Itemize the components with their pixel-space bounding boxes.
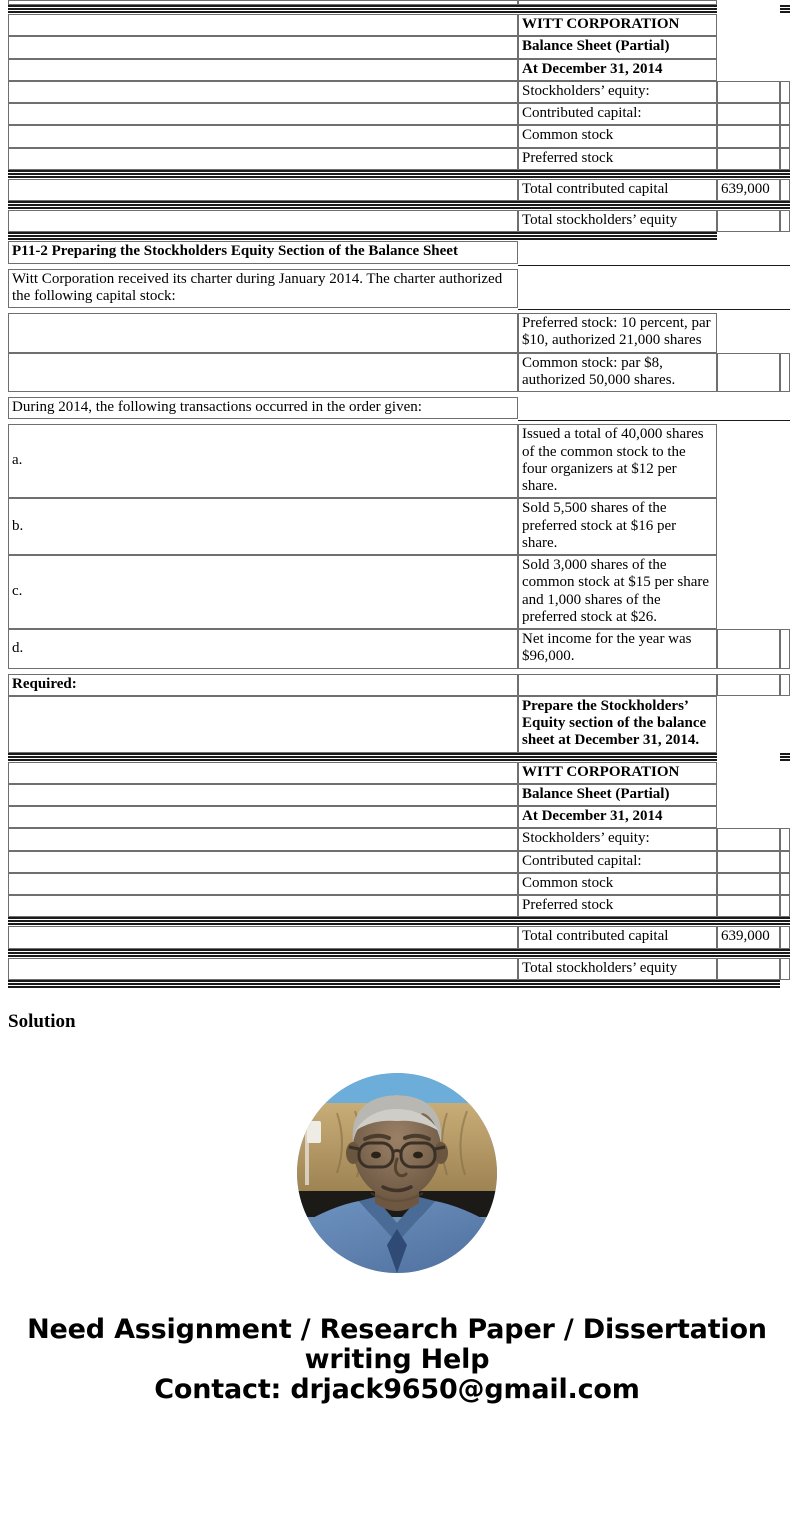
cell-blank xyxy=(8,59,518,81)
total-contributed-amount-2: 639,000 xyxy=(717,926,780,948)
total-equity-amount-2 xyxy=(717,958,780,980)
balance-sheet-date-2: At December 31, 2014 xyxy=(518,806,717,828)
transaction-text-a: Issued a total of 40,000 shares of the common stock to the four organizers at $12 per share. xyxy=(518,424,717,498)
separator-band xyxy=(717,201,780,210)
separator-band xyxy=(8,5,518,14)
cell-blank xyxy=(780,784,790,806)
table-row-total-contributed-2 xyxy=(8,926,790,948)
table-row-transaction-b xyxy=(8,498,790,555)
solution-heading: Solution xyxy=(8,1010,76,1032)
separator-band xyxy=(518,949,717,958)
table-row-required xyxy=(8,674,790,696)
total-contributed-label: Total contributed capital xyxy=(518,179,717,201)
line-label: Contributed capital: xyxy=(518,851,717,873)
cell-blank xyxy=(8,353,518,393)
transaction-text-b: Sold 5,500 shares of the preferred stock at $16 per share. xyxy=(518,498,717,555)
cell-blank xyxy=(717,696,780,753)
cell-blank xyxy=(780,179,790,201)
table-row xyxy=(8,851,790,873)
cell-blank xyxy=(8,806,518,828)
separator-band xyxy=(717,170,780,179)
separator-band xyxy=(780,201,790,210)
table-row-company-2 xyxy=(8,762,790,784)
cell-blank xyxy=(8,895,518,917)
balance-sheet-company-2: WITT CORPORATION xyxy=(518,762,717,784)
separator-band xyxy=(8,170,518,179)
cell-blank xyxy=(780,59,790,81)
cell-blank xyxy=(717,424,780,498)
line-amount xyxy=(717,828,780,850)
cell-blank xyxy=(780,762,790,784)
cell-blank xyxy=(780,81,790,103)
avatar-photo-icon xyxy=(297,1073,497,1273)
separator-band xyxy=(780,949,790,958)
cell-blank xyxy=(717,762,780,784)
cell-blank xyxy=(8,125,518,147)
cell-blank xyxy=(780,269,790,309)
table-row-problem-heading xyxy=(8,241,790,263)
separator-band xyxy=(518,980,717,989)
row-separator xyxy=(8,201,790,210)
cell-blank xyxy=(8,958,518,980)
transactions-lead: During 2014, the following transactions occurred in the order given: xyxy=(8,397,518,419)
balance-sheet-company: WITT CORPORATION xyxy=(518,14,717,36)
line-label: Preferred stock xyxy=(518,895,717,917)
table-row-title xyxy=(8,36,790,58)
cell-blank xyxy=(717,397,780,419)
promo-line-1: Need Assignment / Research Paper / Dissertation xyxy=(27,1313,767,1345)
cell-blank xyxy=(780,498,790,555)
table-row-transaction-c xyxy=(8,555,790,629)
cell-blank xyxy=(8,873,518,895)
cell-blank xyxy=(8,36,518,58)
separator-band xyxy=(8,917,518,926)
transaction-letter-d: d. xyxy=(8,629,518,669)
authorized-preferred-stock: Preferred stock: 10 percent, par $10, authorized 21,000 shares xyxy=(518,313,717,353)
cell-blank xyxy=(780,313,790,353)
cell-blank xyxy=(717,241,780,263)
line-amount xyxy=(717,81,780,103)
cell-blank xyxy=(780,148,790,170)
cell-blank xyxy=(780,895,790,917)
cell-blank xyxy=(717,806,780,828)
cell-blank xyxy=(780,629,790,669)
authorized-common-stock: Common stock: par $8, authorized 50,000 shares. xyxy=(518,353,717,393)
cell-blank xyxy=(8,313,518,353)
table-row-date xyxy=(8,59,790,81)
table-row xyxy=(8,125,790,147)
separator-band xyxy=(518,232,717,241)
table-row-transactions-lead xyxy=(8,397,790,419)
separator-band xyxy=(8,232,518,241)
cell-blank xyxy=(780,806,790,828)
separator-band xyxy=(8,753,518,762)
total-equity-label-2: Total stockholders’ equity xyxy=(518,958,717,980)
table-row-total-equity-2 xyxy=(8,958,790,980)
line-amount xyxy=(717,103,780,125)
table-row-transaction-d xyxy=(8,629,790,669)
cell-blank xyxy=(780,36,790,58)
cell-blank xyxy=(8,14,518,36)
cell-blank xyxy=(780,241,790,263)
table-row-title-2 xyxy=(8,784,790,806)
promo-block xyxy=(0,1315,794,1406)
separator-gap xyxy=(717,232,780,241)
line-amount xyxy=(717,148,780,170)
table-row xyxy=(8,895,790,917)
avatar xyxy=(297,1073,497,1273)
cell-blank xyxy=(8,148,518,170)
row-separator-bottom xyxy=(8,980,790,989)
cell-blank xyxy=(8,926,518,948)
line-label: Stockholders’ equity: xyxy=(518,828,717,850)
cell-blank xyxy=(717,555,780,629)
table-row-authorized-preferred xyxy=(8,313,790,353)
cell-blank xyxy=(8,828,518,850)
separator-band xyxy=(518,201,717,210)
required-text: Prepare the Stockholders’ Equity section of the balance sheet at December 31, 2014. xyxy=(518,696,717,753)
cell-blank xyxy=(717,36,780,58)
line-amount xyxy=(717,873,780,895)
cell-blank xyxy=(780,210,790,232)
cell-blank xyxy=(518,397,717,419)
line-label: Common stock xyxy=(518,125,717,147)
cell-blank xyxy=(717,14,780,36)
table-row-transaction-a xyxy=(8,424,790,498)
cell-blank xyxy=(8,179,518,201)
line-amount xyxy=(717,125,780,147)
line-label: Common stock xyxy=(518,873,717,895)
row-separator xyxy=(8,917,790,926)
total-equity-label: Total stockholders’ equity xyxy=(518,210,717,232)
table-row xyxy=(8,81,790,103)
transaction-letter-a: a. xyxy=(8,424,518,498)
cell-blank xyxy=(780,14,790,36)
row-separator xyxy=(8,170,790,179)
avatar-container xyxy=(0,1073,794,1273)
cell-blank xyxy=(780,674,790,696)
separator-gap xyxy=(780,232,790,241)
table-row xyxy=(8,148,790,170)
separator-band xyxy=(780,5,790,14)
cell-blank xyxy=(780,353,790,393)
cell-blank xyxy=(518,241,717,263)
table-row-date-2 xyxy=(8,806,790,828)
promo-line-3: Contact: drjack9650@gmail.com xyxy=(154,1374,640,1406)
total-equity-amount xyxy=(717,210,780,232)
transaction-text-c: Sold 3,000 shares of the common stock at $15 per share and 1,000 shares of the preferred stock at $26. xyxy=(518,555,717,629)
table-row xyxy=(8,103,790,125)
cell-blank xyxy=(8,103,518,125)
promo-line-2: writing Help xyxy=(304,1343,490,1375)
separator-band xyxy=(518,753,717,762)
transaction-letter-b: b. xyxy=(8,498,518,555)
cell-blank xyxy=(8,210,518,232)
cell-blank xyxy=(780,103,790,125)
worksheet-table xyxy=(8,0,790,989)
total-contributed-label-2: Total contributed capital xyxy=(518,926,717,948)
cell-blank xyxy=(717,629,780,669)
table-row-intro xyxy=(8,269,790,309)
balance-sheet-date: At December 31, 2014 xyxy=(518,59,717,81)
table-row-authorized-common xyxy=(8,353,790,393)
cell-blank xyxy=(717,498,780,555)
cell-blank xyxy=(8,762,518,784)
line-label: Preferred stock xyxy=(518,148,717,170)
table-row-total-equity xyxy=(8,210,790,232)
line-label: Stockholders’ equity: xyxy=(518,81,717,103)
cell-blank xyxy=(717,674,780,696)
total-contributed-amount: 639,000 xyxy=(717,179,780,201)
cell-blank xyxy=(780,851,790,873)
balance-sheet-title: Balance Sheet (Partial) xyxy=(518,36,717,58)
cell-blank xyxy=(780,424,790,498)
cell-blank xyxy=(717,353,780,393)
transaction-letter-c: c. xyxy=(8,555,518,629)
separator-band xyxy=(8,201,518,210)
cell-blank xyxy=(8,81,518,103)
separator-band xyxy=(717,917,780,926)
separator-band xyxy=(717,949,780,958)
separator-band xyxy=(717,980,780,989)
cell-blank xyxy=(780,696,790,753)
line-amount xyxy=(717,895,780,917)
separator-band xyxy=(8,949,518,958)
cell-blank xyxy=(8,784,518,806)
table-row xyxy=(8,873,790,895)
row-separator xyxy=(8,5,790,14)
table-row-company xyxy=(8,14,790,36)
row-separator xyxy=(8,753,790,762)
balance-sheet-title-2: Balance Sheet (Partial) xyxy=(518,784,717,806)
separator-gap xyxy=(717,753,780,762)
line-label: Contributed capital: xyxy=(518,103,717,125)
cell-blank xyxy=(717,269,780,309)
cell-blank xyxy=(780,926,790,948)
separator-band xyxy=(518,170,717,179)
problem-intro: Witt Corporation received its charter during January 2014. The charter authorized the following capital stock: xyxy=(8,269,518,309)
cell-blank xyxy=(780,873,790,895)
table-row-total-contributed xyxy=(8,179,790,201)
cell-blank xyxy=(717,313,780,353)
problem-heading: P11-2 Preparing the Stockholders Equity Section of the Balance Sheet xyxy=(8,241,518,263)
line-amount xyxy=(717,851,780,873)
cell-blank xyxy=(717,59,780,81)
transaction-text-d: Net income for the year was $96,000. xyxy=(518,629,717,669)
cell-blank xyxy=(780,397,790,419)
cell-blank xyxy=(717,784,780,806)
separator-gap xyxy=(780,980,790,989)
cell-blank xyxy=(8,851,518,873)
separator-band xyxy=(780,753,790,762)
required-label: Required: xyxy=(8,674,518,696)
cell-blank xyxy=(8,696,518,753)
separator-band xyxy=(518,5,717,14)
separator-gap xyxy=(717,5,780,14)
separator-band xyxy=(518,917,717,926)
row-separator xyxy=(8,232,790,241)
cell-blank xyxy=(780,555,790,629)
cell-blank xyxy=(518,674,717,696)
separator-band xyxy=(8,980,518,989)
separator-band xyxy=(780,170,790,179)
separator-band xyxy=(780,917,790,926)
row-separator xyxy=(8,949,790,958)
cell-blank xyxy=(780,958,790,980)
cell-blank xyxy=(518,269,717,309)
cell-blank xyxy=(780,828,790,850)
table-row-required-text xyxy=(8,696,790,753)
cell-blank xyxy=(780,125,790,147)
table-row xyxy=(8,828,790,850)
